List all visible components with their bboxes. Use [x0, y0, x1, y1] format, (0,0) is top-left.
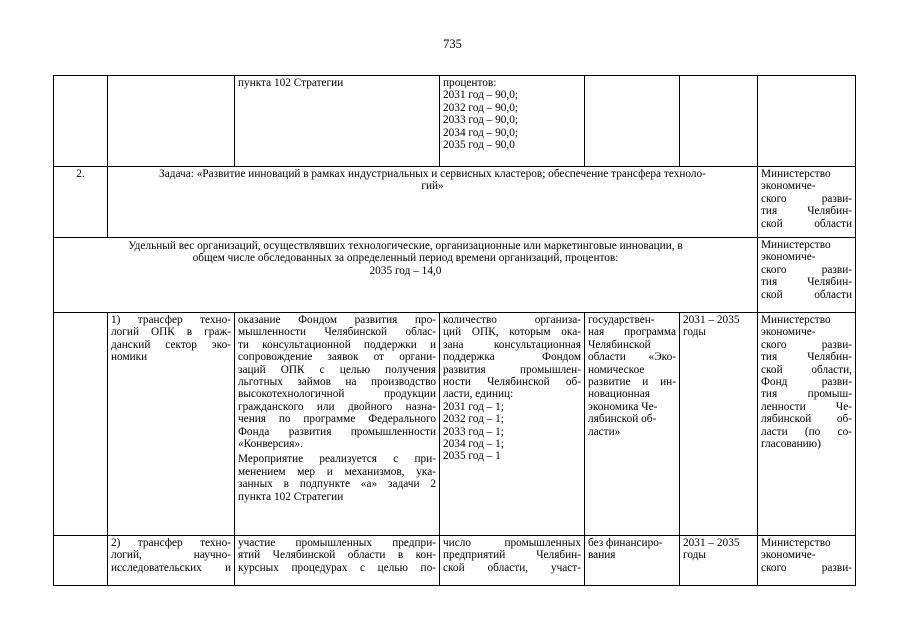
indicator-line: 2031 год – 1; — [443, 400, 504, 413]
table-row-indicator — [54, 238, 856, 313]
indicator-value-line: 2033 год – 90,0; — [443, 114, 519, 127]
program-line: ласти» — [588, 425, 621, 438]
indicator-line: количество организа- — [443, 314, 581, 326]
indicator-line: ской области, участ- — [443, 561, 581, 574]
description-line: гражданского или двойного назна- — [238, 400, 436, 413]
cell-measure-description — [235, 313, 440, 536]
responsible-line: ского разви- — [761, 192, 852, 205]
description-line: ти консультационной поддержки и — [238, 338, 436, 351]
description-line: высокотехнологичной продукции — [238, 388, 436, 401]
program-line: развитие и ин- — [588, 376, 676, 389]
indicator-value-line: 2035 год – 90,0 — [443, 139, 515, 152]
cell-num — [54, 536, 108, 586]
responsible-line: ского разви- — [761, 263, 852, 276]
cell-measure-name — [108, 536, 235, 586]
description-line: сопровождение заявок от органи- — [238, 351, 436, 364]
description-line: Фонда развития промышленности — [238, 425, 436, 438]
table-row-continuation — [54, 76, 856, 167]
cell-measure-period: 2031 – 2035 годы — [680, 536, 758, 586]
cell-period — [680, 76, 758, 167]
task-line: гий» — [421, 180, 444, 193]
cell-indicator-text — [54, 238, 758, 313]
description-line: заций ОПК с целью получения — [238, 363, 436, 376]
responsible-line: тия Челябин- — [761, 205, 852, 218]
responsible-line: гласованию) — [761, 438, 821, 451]
measure-name-line: логий, научно- — [111, 549, 231, 562]
responsible-line: ского разви- — [761, 338, 852, 351]
description-line: занных в подпункте «а» задачи 2 — [238, 478, 436, 491]
responsible-line: ленности Че- — [761, 400, 852, 413]
responsible-line: экономиче- — [761, 251, 816, 264]
program-line: новационная — [588, 388, 650, 401]
description-line: чения по программе Федерального — [238, 413, 436, 426]
cell-measure-indicator — [440, 536, 585, 586]
measure-name-line: 2) трансфер техно- — [111, 537, 231, 549]
responsible-line: Министерство — [761, 168, 831, 180]
responsible-line: Министерство — [761, 314, 831, 326]
measure-name-line: данский сектор эко- — [111, 338, 231, 351]
indicator-line: общем числе обследованных за определенный период времени организаций, процентов: — [192, 252, 619, 265]
responsible-line: лябинской об- — [761, 413, 852, 426]
indicator-line: 2032 год – 1; — [443, 413, 504, 426]
description-line: льготных займов на производство — [238, 376, 436, 389]
cell-name — [108, 76, 235, 167]
program-line: государствен- — [588, 314, 655, 326]
indicator-line: развития промышлен- — [443, 363, 581, 376]
cell-measure-indicator — [440, 313, 585, 536]
cell-num — [54, 76, 108, 167]
description-line: участие промышленных предпри- — [238, 537, 436, 549]
indicator-line: предприятий Челябин- — [443, 549, 581, 562]
responsible-line: ской области — [761, 217, 852, 230]
program-line: лябинской об- — [588, 413, 657, 426]
program-line: номическое — [588, 363, 645, 376]
indicator-line: 2034 год – 1; — [443, 438, 504, 451]
responsible-line: ского разви- — [761, 561, 852, 574]
cell-measure-name — [108, 313, 235, 536]
program-line: экономика Че- — [588, 400, 658, 413]
program-line: вания — [588, 549, 616, 562]
description-line: «Конверсия». — [238, 438, 303, 451]
responsible-line: тия промыш- — [761, 388, 852, 401]
measure-name-line: 1) трансфер техно- — [111, 314, 231, 326]
indicator-line: 2035 год – 14,0 — [369, 264, 442, 277]
cell-measure-program — [585, 536, 680, 586]
cell-num — [54, 313, 108, 536]
indicator-value-line: 2031 год – 90,0; — [443, 89, 519, 102]
cell-task-number: 2. — [54, 167, 108, 238]
table-row-measure-1 — [54, 313, 856, 536]
measure-name-line: номики — [111, 351, 148, 364]
responsible-line: экономиче- — [761, 549, 816, 562]
cell-indicator-responsible — [758, 238, 856, 313]
page-number: 735 — [443, 37, 462, 51]
task-line: Задача: «Развитие инноваций в рамках индустриальных и сервисных кластеров; обеспечение трансфера техноло- — [159, 168, 706, 180]
responsible-line: ласти (по со- — [761, 425, 852, 438]
table-row-measure-2 — [54, 536, 856, 586]
indicator-line: ласти, единиц: — [443, 388, 514, 401]
indicator-line: 2035 год – 1 — [443, 450, 501, 463]
table-row-task — [54, 167, 856, 238]
cell-measure-responsible — [758, 536, 856, 586]
description-line: пункта 102 Стратегии — [238, 490, 344, 503]
description-line: курсных процедурах с целью по- — [238, 561, 436, 574]
program-line: Челябинской — [588, 338, 651, 351]
responsible-line: Министерство — [761, 239, 831, 251]
cell-measure-responsible — [758, 313, 856, 536]
indicator-value-line: процентов: — [443, 77, 497, 89]
cell-measure-description — [235, 536, 440, 586]
responsible-line: ской области, — [761, 363, 852, 376]
strategy-table — [53, 75, 856, 586]
cell-measure-program — [585, 313, 680, 536]
measure-name-line: исследовательских и — [111, 561, 231, 574]
indicator-line: зана консультационная — [443, 338, 581, 351]
cell-description: пункта 102 Стратегии — [235, 76, 440, 167]
program-line: без финансиро- — [588, 537, 663, 549]
description-line: оказание Фондом развития про- — [238, 314, 436, 326]
responsible-line: тия Челябин- — [761, 351, 852, 364]
indicator-line: число промышленных — [443, 537, 581, 549]
measure-name-line: логий ОПК в граж- — [111, 326, 231, 339]
description-line: мышленности Челябинской облас- — [238, 326, 436, 339]
program-line: области «Эко- — [588, 351, 676, 364]
indicator-line: ций ОПК, которым ока- — [443, 326, 581, 339]
description-line: Мероприятие реализуется с при- — [238, 453, 436, 466]
indicator-line: поддержка Фондом — [443, 351, 581, 364]
indicator-line: ности Челябинской об- — [443, 376, 581, 389]
indicator-line: Удельный вес организаций, осуществлявших технологические, организационные или маркетинговые инновации, в — [128, 240, 683, 252]
cell-measure-period: 2031 – 2035 годы — [680, 313, 758, 536]
description-line: ятий Челябинской области в кон- — [238, 549, 436, 562]
responsible-line: тия Челябин- — [761, 276, 852, 289]
indicator-value-line: 2034 год – 90,0; — [443, 126, 519, 139]
indicator-line: 2033 год – 1; — [443, 425, 504, 438]
responsible-line: Фонд разви- — [761, 376, 852, 389]
cell-task-text — [108, 167, 758, 238]
responsible-line: экономиче- — [761, 326, 816, 339]
responsible-line: экономиче- — [761, 180, 816, 193]
responsible-line: Министерство — [761, 537, 831, 549]
cell-program — [585, 76, 680, 167]
description-line: менением мер и механизмов, ука- — [238, 465, 436, 478]
cell-indicator — [440, 76, 585, 167]
cell-task-responsible — [758, 167, 856, 238]
program-line: ная программа — [588, 326, 676, 339]
responsible-line: ской области — [761, 288, 852, 301]
cell-responsible — [758, 76, 856, 167]
indicator-value-line: 2032 год – 90,0; — [443, 101, 519, 114]
